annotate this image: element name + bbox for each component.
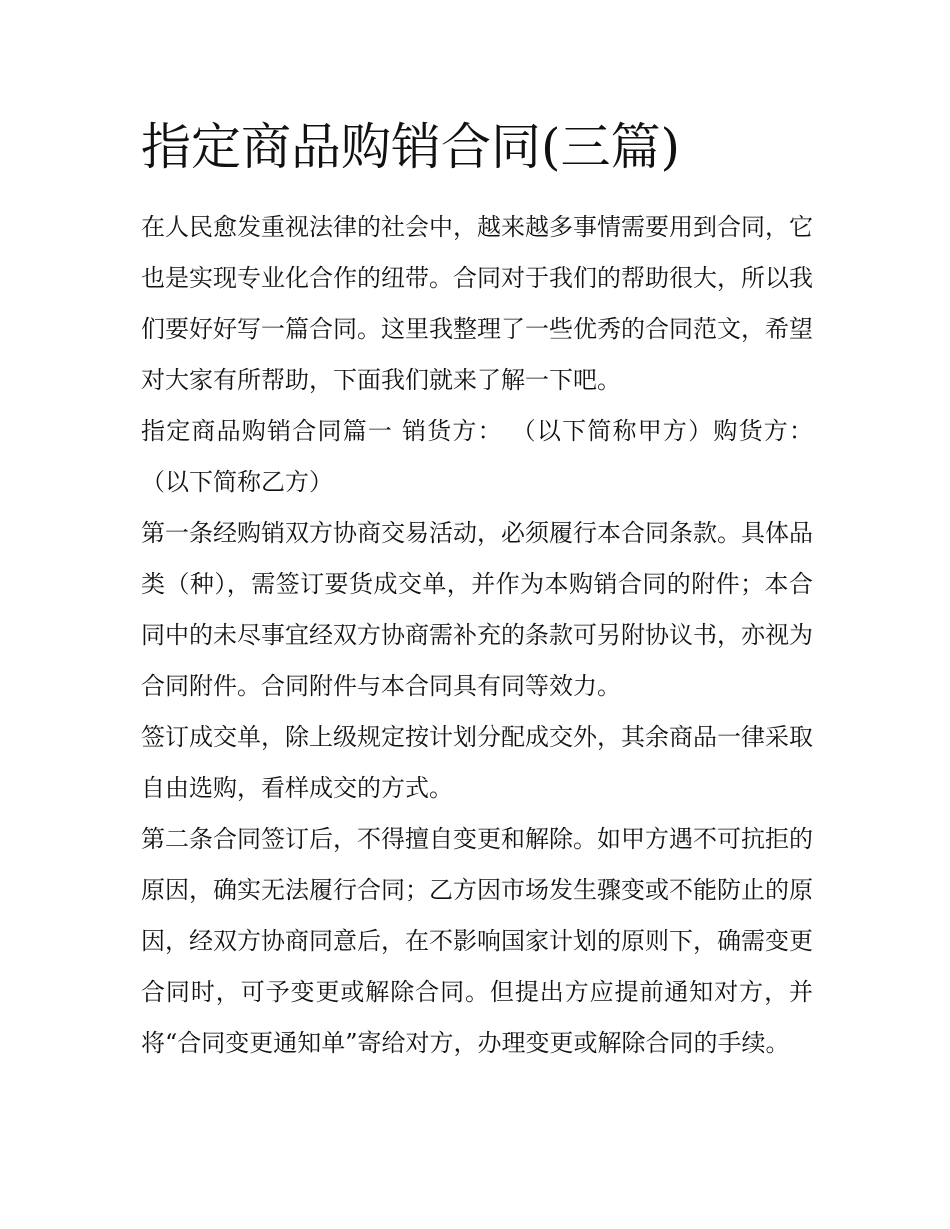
paragraph-article-2: 第二条合同签订后，不得擅自变更和解除。如甲方遇不可抗拒的原因，确实无法履行合同；乙方因市场发生骤变或不能防止的原因，经双方协商同意后，在不影响国家计划的原则下，确需变更合同时，可予变更或解除合同。但提出方应提前通知对方，并将“合同变更通知单”寄给对方，办理变更或解除合同的手续。: [141, 825, 813, 1057]
paragraph-parties: 指定商品购销合同篇一 销货方： （以下简称甲方）购货方：（以下简称乙方）: [141, 417, 813, 496]
paragraph-article-1: 第一条经购销双方协商交易活动，必须履行本合同条款。具体品类（种），需签订要货成交单，并作为本购销合同的附件；本合同中的未尽事宜经双方协商需补充的条款可另附协议书，亦视为合同附件。合同附件与本合同具有同等效力。: [141, 519, 813, 700]
document-body: [141, 202, 813, 1069]
document-title: 指定商品购销合同(三篇): [141, 118, 681, 176]
paragraph-transaction-method: 签订成交单，除上级规定按计划分配成交外，其余商品一律采取自由选购，看样成交的方式。: [141, 723, 813, 802]
paragraph-intro: 在人民愈发重视法律的社会中，越来越多事情需要用到合同，它也是实现专业化合作的纽带。合同对于我们的帮助很大，所以我们要好好写一篇合同。这里我整理了一些优秀的合同范文，希望对大家有所帮助，下面我们就来了解一下吧。: [141, 213, 813, 394]
